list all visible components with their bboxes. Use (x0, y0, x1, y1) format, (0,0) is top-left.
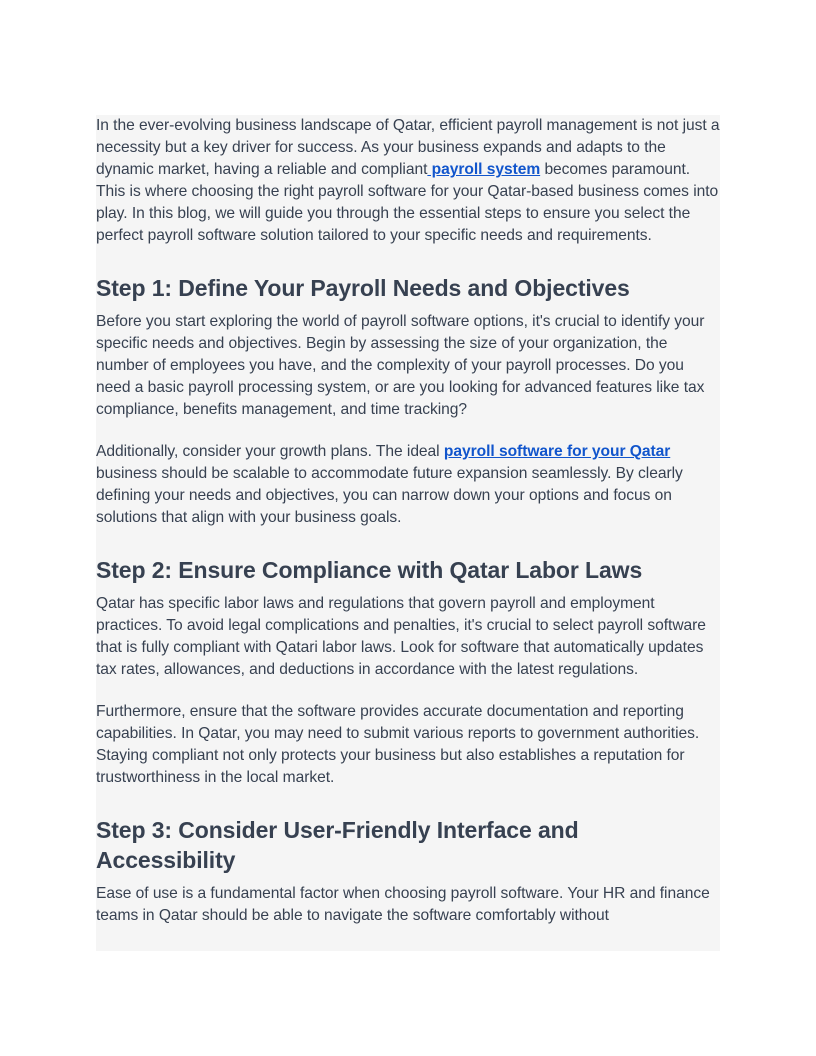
step1-paragraph-1: Before you start exploring the world of payroll software options, it's crucial to identify your specific needs and objectives. Begin by assessing the size of your organization, the number of employees you have, and the complexity of your payroll processes. Do you need a basic payroll processing system, or are you looking for advanced features like tax compliance, benefits management, and time tracking? (96, 313, 705, 418)
payroll-software-qatar-link[interactable]: payroll software for your Qatar (443, 443, 671, 460)
step1-paragraph-2 (96, 441, 720, 529)
payroll-system-link[interactable]: payroll system (427, 161, 541, 178)
intro-text-before-link: In the ever-evolving business landscape of Qatar, efficient payroll management is not just a necessity but a key driver for success. As your business expands and adapts to the dynamic market, having a reliable and compliant (96, 117, 720, 178)
step2-heading: Step 2: Ensure Compliance with Qatar Labor Laws (96, 557, 643, 583)
step3-paragraph-1: Ease of use is a fundamental factor when choosing payroll software. Your HR and finance teams in Qatar should be able to navigate the software comfortably without (96, 885, 710, 924)
step2-paragraph-2: Furthermore, ensure that the software provides accurate documentation and reporting capabilities. In Qatar, you may need to submit various reports to government authorities. Staying compliant not only protects your business but also establishes a reputation for trustworthiness in the local market. (96, 703, 700, 786)
document-body (96, 115, 720, 951)
step3-heading: Step 3: Consider User-Friendly Interface and Accessibility (96, 817, 579, 873)
step1-p2-text-before-link: Additionally, consider your growth plans. The ideal (96, 443, 444, 460)
step1-heading: Step 1: Define Your Payroll Needs and Objectives (96, 275, 630, 301)
step1-p2-text-after-link: business should be scalable to accommodate future expansion seamlessly. By clearly defining your needs and objectives, you can narrow down your options and focus on solutions that align with your business goals. (96, 465, 683, 526)
intro-paragraph (96, 115, 720, 247)
intro-text-after-link: becomes paramount. This is where choosing the right payroll software for your Qatar-based business comes into play. In this blog, we will guide you through the essential steps to ensure you select the perfect payroll software solution tailored to your specific needs and requirements. (96, 161, 719, 244)
step2-paragraph-1: Qatar has specific labor laws and regulations that govern payroll and employment practices. To avoid legal complications and penalties, it's crucial to select payroll software that is fully compliant with Qatari labor laws. Look for software that automatically updates tax rates, allowances, and deductions in accordance with the latest regulations. (96, 595, 706, 678)
